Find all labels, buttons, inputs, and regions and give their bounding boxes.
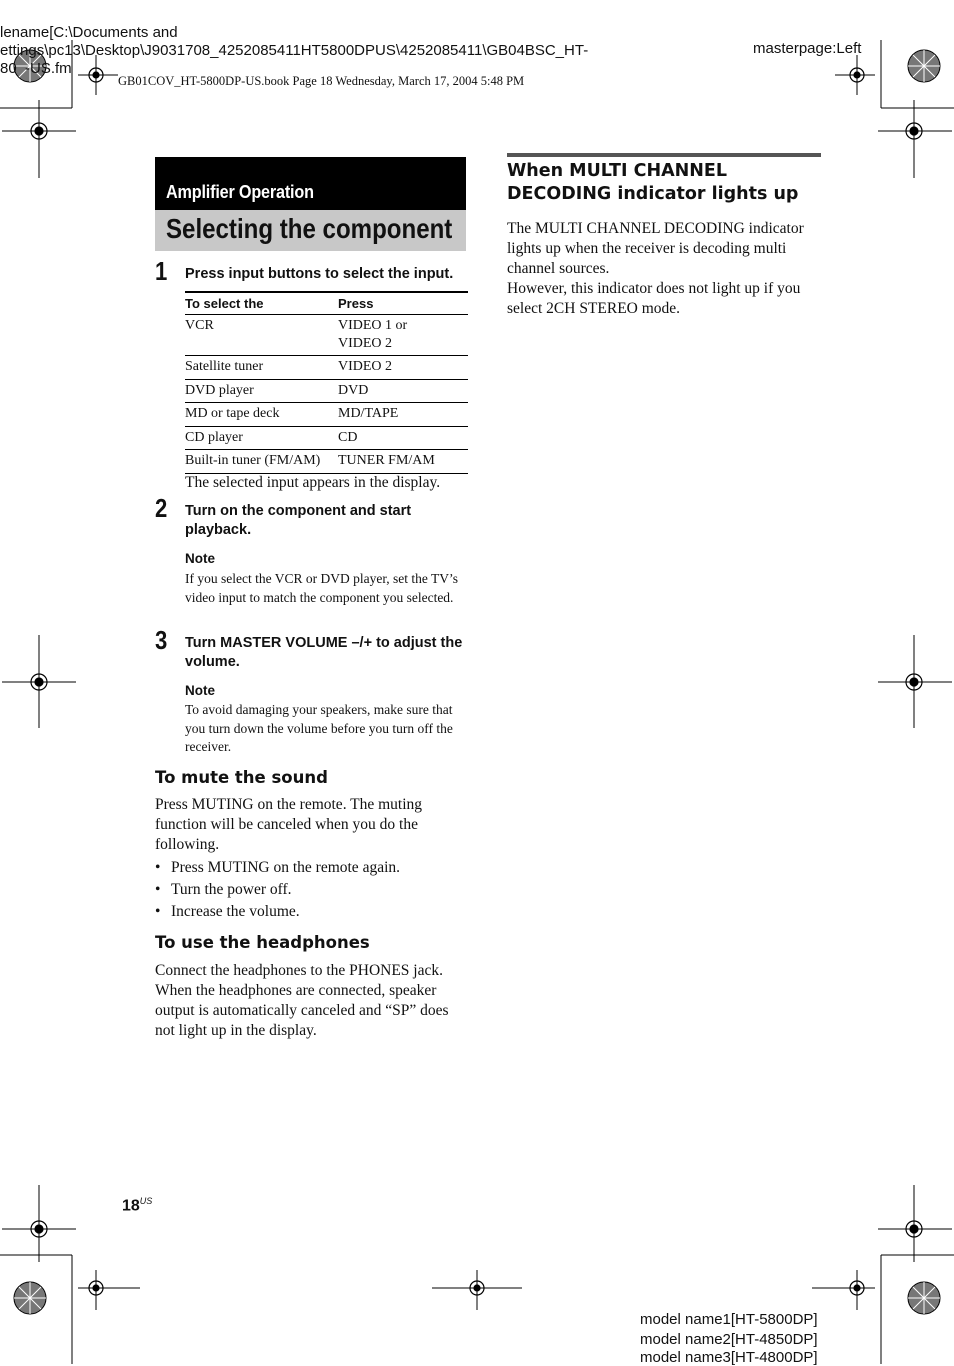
- step-1-number: 1: [155, 256, 168, 286]
- model-name-2: model name2[HT-4850DP]: [640, 1331, 818, 1348]
- page-number-suffix: US: [139, 1196, 153, 1206]
- step-2-number: 2: [155, 493, 168, 523]
- masterpage-label: masterpage:Left: [753, 40, 862, 57]
- table-cell: CD player: [185, 426, 338, 450]
- multi-channel-text-1: The MULTI CHANNEL DECODING indicator lights up when the receiver is decoding multi channel sources.: [507, 220, 804, 277]
- model-name-3: model name3[HT-4800DP]: [640, 1349, 818, 1366]
- table-row: [185, 450, 468, 474]
- step-2-text: Turn on the component and start playback.: [185, 503, 412, 538]
- file-path-header: [0, 24, 588, 78]
- page-number-value: 18: [122, 1197, 140, 1215]
- step-1-result: The selected input appears in the display.: [185, 474, 441, 491]
- section-category: Amplifier Operation: [166, 182, 314, 202]
- list-item-text: Turn the power off.: [171, 881, 292, 898]
- table-row: [185, 426, 468, 450]
- step-3-note-title: Note: [185, 683, 215, 698]
- section-category-bar: [155, 157, 466, 210]
- step-3-text: Turn MASTER VOLUME –/+ to adjust the volume.: [185, 635, 463, 670]
- model-name-1: model name1[HT-5800DP]: [640, 1311, 818, 1328]
- table-cell: VCR: [185, 315, 338, 356]
- page-title: Selecting the component: [166, 213, 453, 244]
- mute-heading: To mute the sound: [155, 768, 328, 787]
- list-item: • Press MUTING on the remote again.: [155, 859, 401, 876]
- multi-channel-text-2: However, this indicator does not light up if you select 2CH STEREO mode.: [507, 280, 801, 317]
- step-3-number: 3: [155, 625, 168, 655]
- mute-bullet-list: [155, 858, 470, 922]
- table-header-row: [185, 292, 468, 315]
- step-3-note-text: To avoid damaging your speakers, make sure that you turn down the volume before you turn off the receiver.: [185, 702, 453, 754]
- step-1-text: Press input buttons to select the input.: [185, 266, 454, 282]
- table-cell: Built-in tuner (FM/AM): [185, 450, 338, 474]
- column-header: To select the: [185, 292, 338, 315]
- headphones-heading: To use the headphones: [155, 933, 370, 952]
- step-2-note-title: Note: [185, 551, 215, 566]
- step-2-note-text: If you select the VCR or DVD player, set the TV’s video input to match the component you selected.: [185, 571, 459, 605]
- list-item-text: Press MUTING on the remote again.: [171, 859, 401, 876]
- table-cell: TUNER FM/AM: [338, 450, 468, 474]
- section-title-box: [155, 157, 466, 251]
- list-item: • Turn the power off.: [155, 881, 292, 898]
- table-cell: CD: [338, 426, 468, 450]
- multi-channel-heading: When MULTI CHANNEL DECODING indicator lights up: [507, 161, 799, 204]
- input-selection-table: [185, 291, 468, 474]
- file-path-line: lename[C:\Documents and: [0, 24, 178, 41]
- table-cell: MD or tape deck: [185, 403, 338, 427]
- table-cell: DVD: [338, 379, 468, 403]
- page-number: [122, 1196, 152, 1215]
- section-title-bar: [155, 210, 466, 251]
- table-row: [185, 315, 468, 356]
- table-cell: DVD player: [185, 379, 338, 403]
- list-item-text: Increase the volume.: [171, 903, 300, 920]
- table-cell: VIDEO 1 or VIDEO 2: [338, 315, 468, 356]
- table-row: [185, 356, 468, 380]
- table-row: [185, 403, 468, 427]
- heading-rule: [507, 153, 821, 157]
- list-item: • Increase the volume.: [155, 903, 300, 920]
- column-header: Press: [338, 292, 468, 315]
- file-path-line: ettings\pc13\Desktop\J9031708_4252085411HT5800DPUS\4252085411\GB04BSC_HT-: [0, 42, 589, 59]
- book-info-line: GB01COV_HT-5800DP-US.book Page 18 Wednesday, March 17, 2004 5:48 PM: [118, 74, 525, 88]
- table-row: [185, 379, 468, 403]
- table-cell: Satellite tuner: [185, 356, 338, 380]
- headphones-text: Connect the headphones to the PHONES jack. When the headphones are connected, speaker output is automatically canceled and “SP” does not light up in the display.: [155, 962, 449, 1039]
- file-path-line: 80 -US.fm: [0, 60, 72, 77]
- table-cell: MD/TAPE: [338, 403, 468, 427]
- table-cell: VIDEO 2: [338, 356, 468, 380]
- mute-text: Press MUTING on the remote. The muting function will be canceled when you do the following.: [155, 796, 423, 853]
